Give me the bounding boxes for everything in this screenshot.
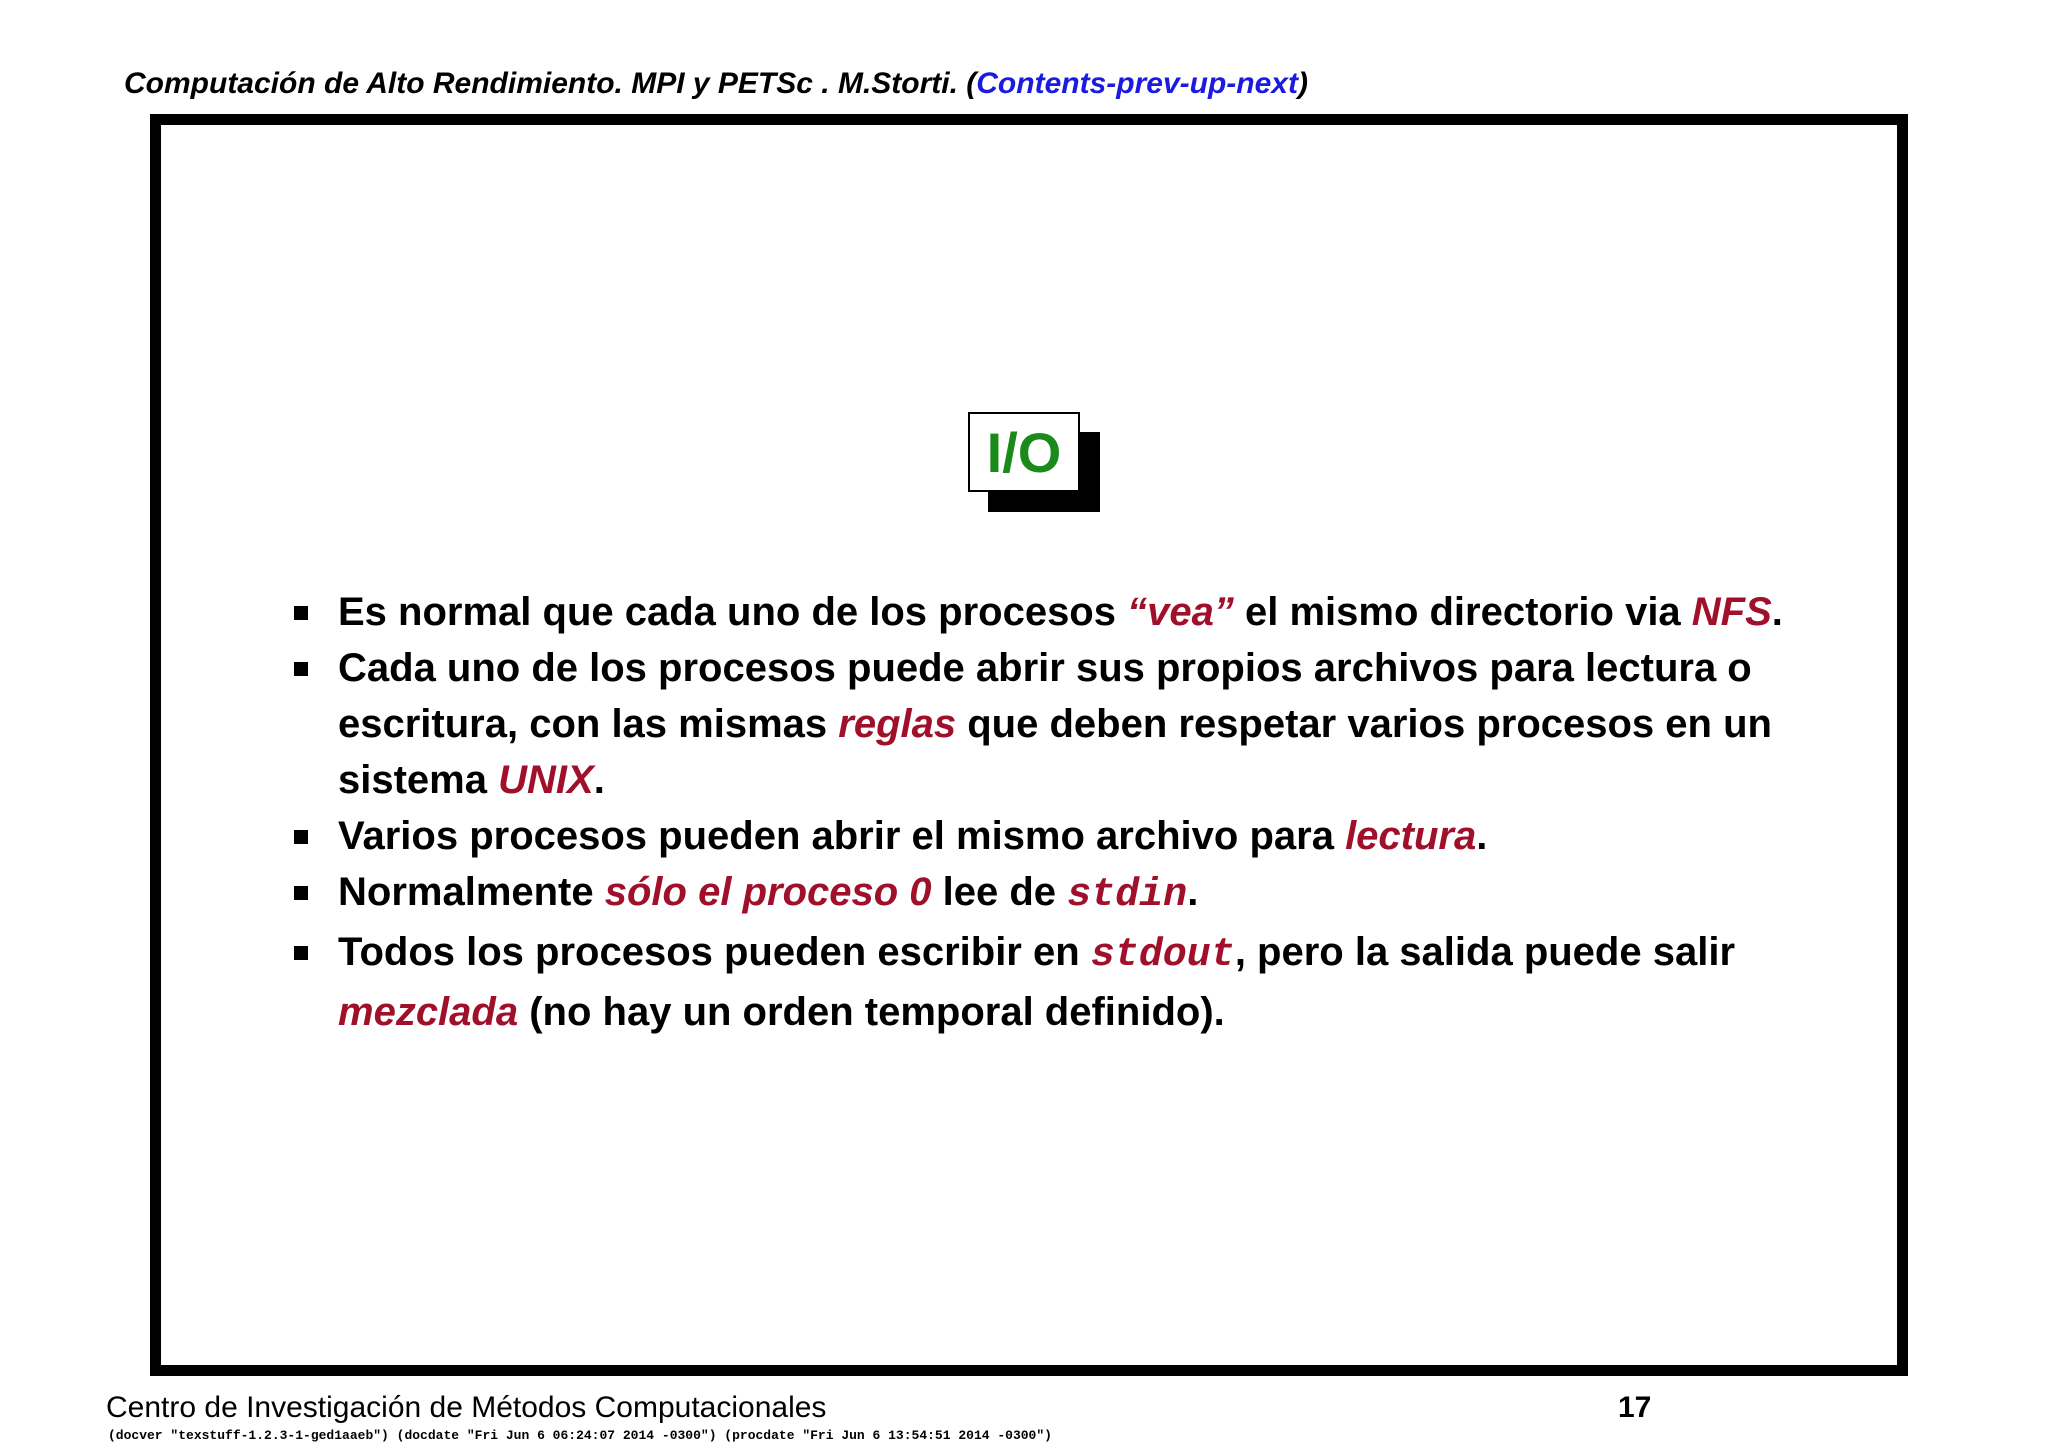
bullet-item (292, 864, 1832, 924)
bullet-text: Cada uno de los procesos puede abrir sus propios archivos para lectura o escritura, con las mismas (338, 646, 1752, 746)
slide-title: I/O (968, 412, 1080, 492)
bullet-emphasis: reglas (838, 702, 957, 746)
bullet-text: , pero la salida puede salir (1234, 930, 1736, 974)
slide-title-box (968, 412, 1080, 492)
bullet-text: Varios procesos pueden abrir el mismo archivo para (338, 814, 1346, 858)
bullet-text: Todos los procesos pueden escribir en (338, 930, 1091, 974)
bullet-emphasis: NFS (1691, 590, 1772, 634)
nav-separator: - (1226, 67, 1237, 100)
bullet-text: que deben respetar varios procesos en un sistema (338, 702, 1772, 802)
bullet-item (292, 640, 1832, 808)
bullet-text: . (1476, 814, 1488, 858)
bullet-emphasis: UNIX (498, 758, 594, 802)
bullet-list (292, 584, 1832, 1040)
nav-separator: - (1106, 67, 1117, 100)
bullet-item (292, 584, 1832, 640)
nav-prev-link[interactable]: prev (1116, 67, 1180, 100)
bullet-square-icon (294, 830, 308, 844)
nav-separator: - (1179, 67, 1190, 100)
bullet-square-icon (294, 606, 308, 620)
nav-contents-link[interactable]: Contents (976, 67, 1107, 100)
bullet-emphasis: mezclada (338, 990, 519, 1034)
bullet-code: stdout (1090, 933, 1235, 978)
bullet-square-icon (294, 886, 308, 900)
bullet-emphasis: “vea” (1127, 590, 1234, 634)
page-number: 17 (1618, 1391, 1652, 1424)
bullet-emphasis: lectura (1345, 814, 1477, 858)
nav-close-paren: ) (1297, 67, 1308, 100)
bullet-text: el mismo directorio via (1233, 590, 1692, 634)
bullet-text: . (1771, 590, 1783, 634)
bullet-text: Es normal que cada uno de los procesos (338, 590, 1128, 634)
nav-next-link[interactable]: next (1236, 67, 1298, 100)
footer-institution: Centro de Investigación de Métodos Computacionales (106, 1391, 827, 1424)
bullet-text: . (1187, 870, 1199, 914)
page-header (124, 64, 1308, 104)
header-title: Computación de Alto Rendimiento. MPI y PETSc . M.Storti. (124, 67, 958, 100)
nav-open-paren: ( (957, 67, 977, 100)
nav-up-link[interactable]: up (1189, 67, 1227, 100)
bullet-item (292, 924, 1832, 1040)
footer-version-info: (docver "texstuff-1.2.3-1-ged1aaeb") (docdate "Fri Jun 6 06:24:07 2014 -0300") (procdate "Fri Jun 6 13:54:51 2014 -0300") (108, 1428, 1052, 1443)
bullet-text: Normalmente (338, 870, 605, 914)
bullet-square-icon (294, 946, 308, 960)
bullet-text: lee de (931, 870, 1068, 914)
bullet-emphasis: sólo el proceso 0 (604, 870, 932, 914)
bullet-square-icon (294, 662, 308, 676)
bullet-text: (no hay un orden temporal definido). (518, 990, 1225, 1034)
bullet-text: . (593, 758, 605, 802)
bullet-item (292, 808, 1832, 864)
bullet-code: stdin (1067, 873, 1188, 918)
